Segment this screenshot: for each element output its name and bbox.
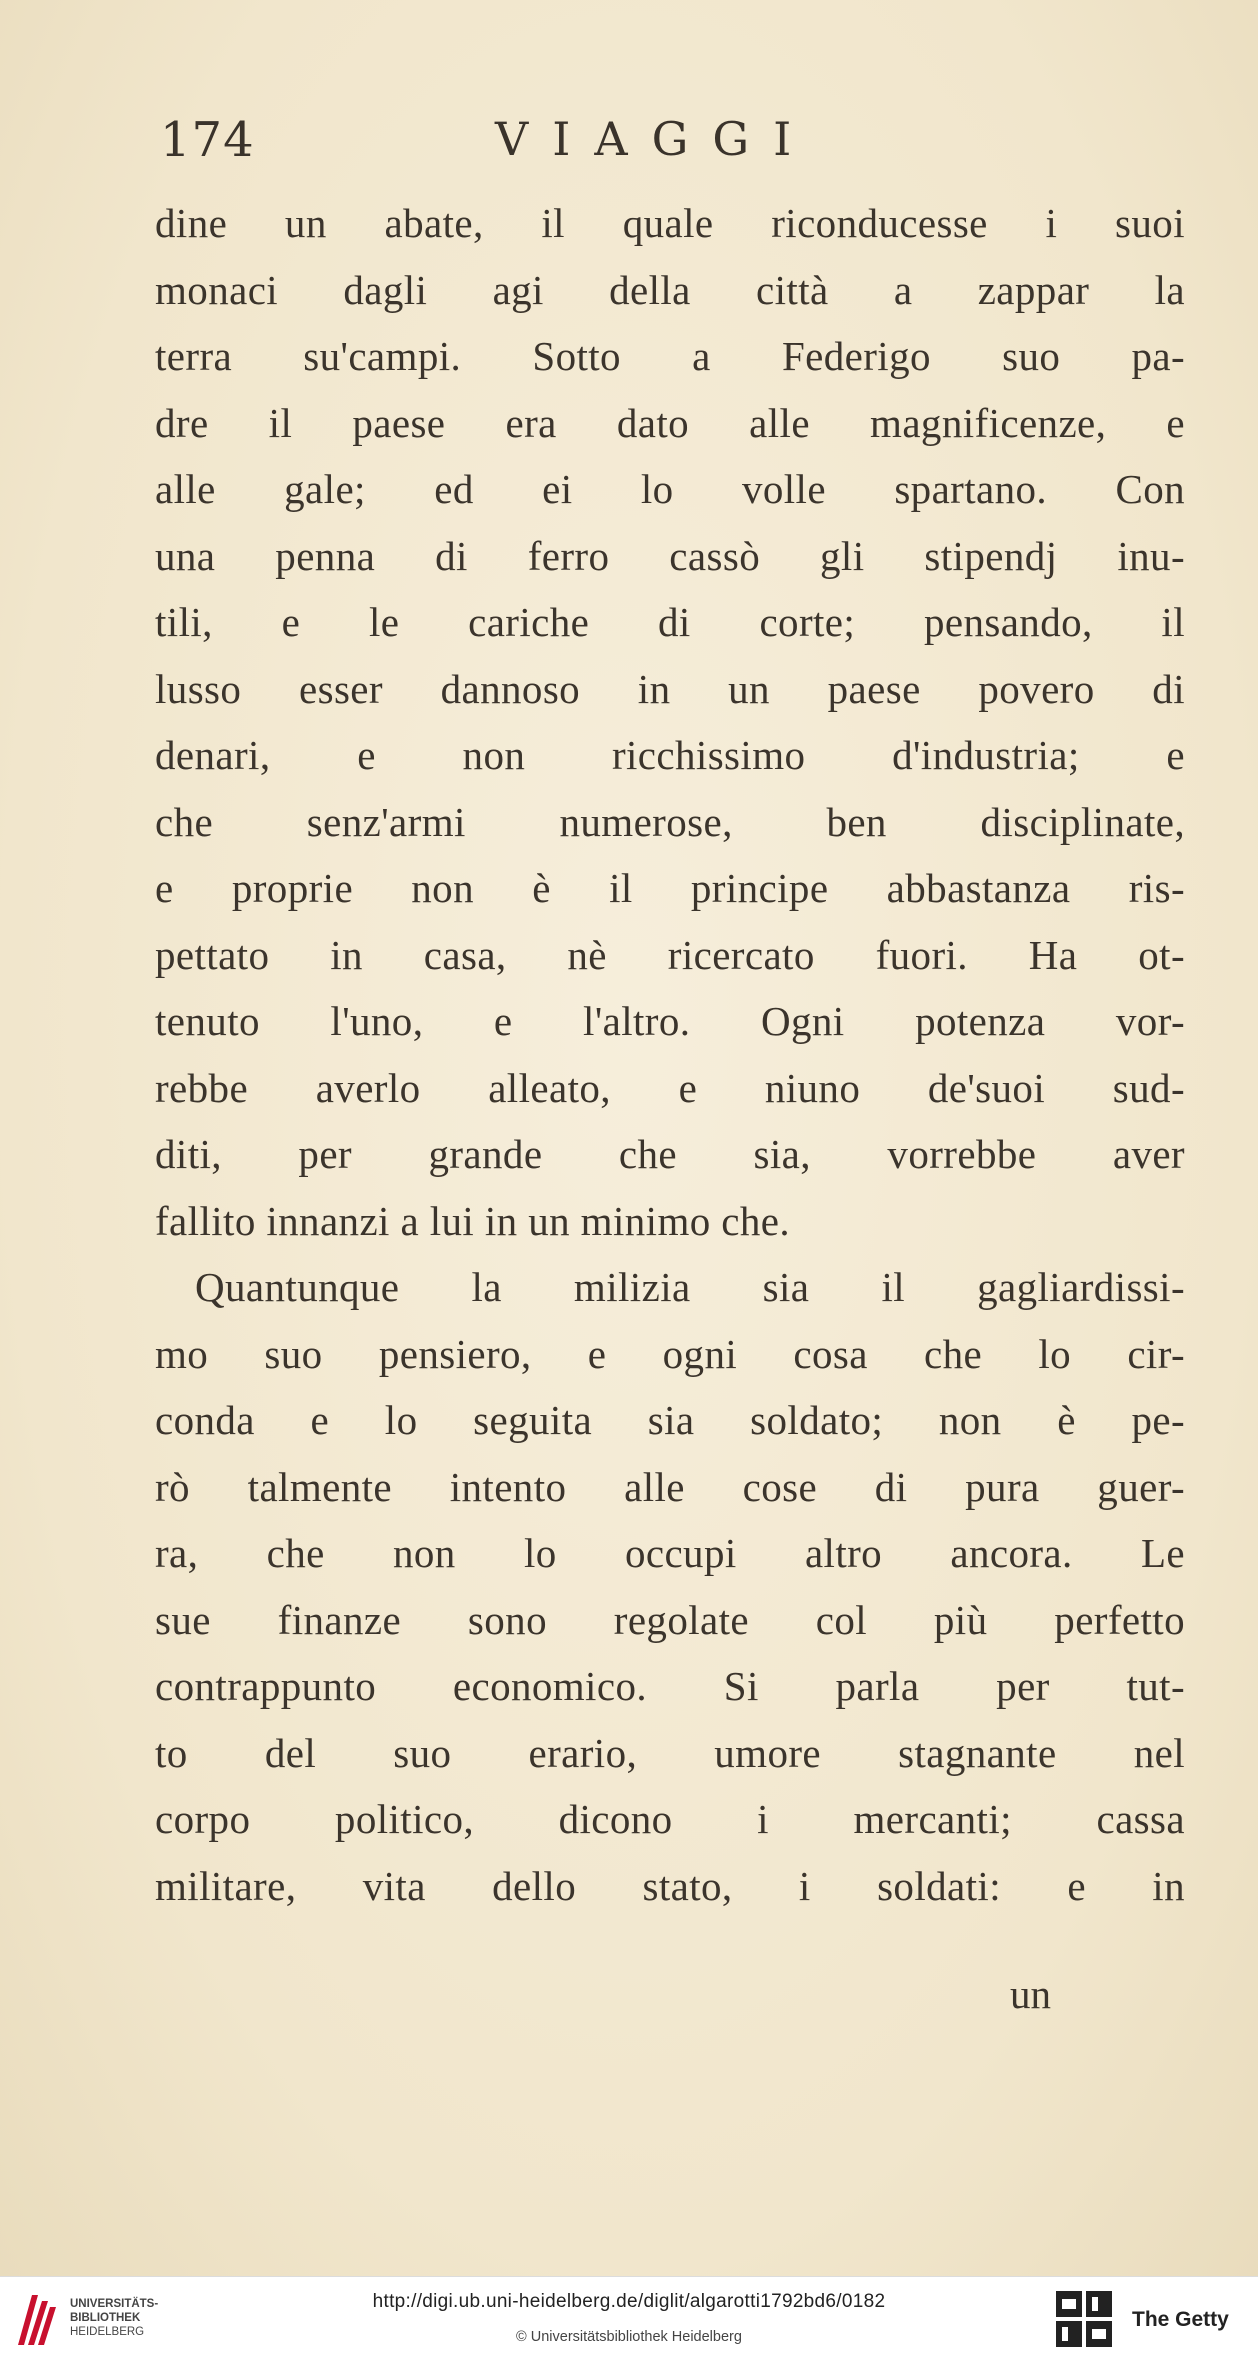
text-line: to del suo erario, umore stagnante nel	[155, 1729, 1185, 1776]
catchword: un	[1010, 1971, 1051, 2017]
body-text	[155, 190, 1185, 1919]
text-line: e proprie non è il principe abbastanza ris-	[155, 865, 1185, 911]
running-head	[160, 112, 1180, 172]
text-line: fallito innanzi a lui in un minimo che.	[155, 1197, 791, 1244]
text-line: dre il paese era dato alle magnificenze, e	[155, 399, 1185, 446]
library-name-line: BIBLIOTHEK	[70, 2312, 141, 2324]
page-number: 174	[160, 112, 255, 168]
getty-label: The Getty	[1132, 2308, 1229, 2331]
footer-bar	[0, 2276, 1258, 2365]
library-name-line: UNIVERSITÄTS-	[70, 2298, 159, 2310]
text-line: contrappunto economico. Si parla per tut-	[155, 1663, 1185, 1709]
text-line: militare, vita dello stato, i soldati: e in	[155, 1862, 1185, 1909]
text-line: tenuto l'uno, e l'altro. Ogni potenza vor-	[155, 998, 1185, 1044]
text-line: rebbe averlo alleato, e niuno de'suoi sud-	[155, 1064, 1185, 1111]
permalink-url[interactable]: http://digi.ub.uni-heidelberg.de/diglit/algarotti1792bd6/0182	[372, 2291, 886, 2312]
text-line: una penna di ferro cassò gli stipendj inu-	[155, 532, 1185, 579]
getty-logo-icon	[1056, 2291, 1114, 2351]
text-line: che senz'armi numerose, ben disciplinate,	[155, 798, 1185, 845]
text-line: conda e lo seguita sia soldato; non è pe-	[155, 1397, 1185, 1443]
text-line: dine un abate, il quale riconducesse i suoi	[155, 200, 1185, 246]
text-line: diti, per grande che sia, vorrebbe aver	[155, 1131, 1185, 1177]
text-line: denari, e non ricchissimo d'industria; e	[155, 732, 1185, 778]
text-line: rò talmente intento alle cose di pura guer-	[155, 1463, 1185, 1510]
library-name-line: HEIDELBERG	[70, 2326, 145, 2338]
text-line: sue finanze sono regolate col più perfetto	[155, 1596, 1185, 1643]
text-line: monaci dagli agi della città a zappar la	[155, 266, 1185, 313]
text-line: mo suo pensiero, e ogni cosa che lo cir-	[155, 1330, 1185, 1377]
text-line: corpo politico, dicono i mercanti; cassa	[155, 1796, 1185, 1842]
text-line: Quantunque la milizia sia il gagliardissi-	[195, 1264, 1185, 1310]
text-line: tili, e le cariche di corte; pensando, il	[155, 599, 1185, 645]
text-line: ra, che non lo occupi altro ancora. Le	[155, 1530, 1185, 1576]
text-line: alle gale; ed ei lo volle spartano. Con	[155, 466, 1185, 512]
text-line: pettato in casa, nè ricercato fuori. Ha ot-	[155, 931, 1185, 978]
text-line: terra su'campi. Sotto a Federigo suo pa-	[155, 333, 1185, 379]
copyright-notice: © Universitätsbibliothek Heidelberg	[516, 2329, 742, 2345]
text-line: lusso esser dannoso in un paese povero di	[155, 665, 1185, 712]
header-title: VIAGGI	[495, 112, 816, 166]
